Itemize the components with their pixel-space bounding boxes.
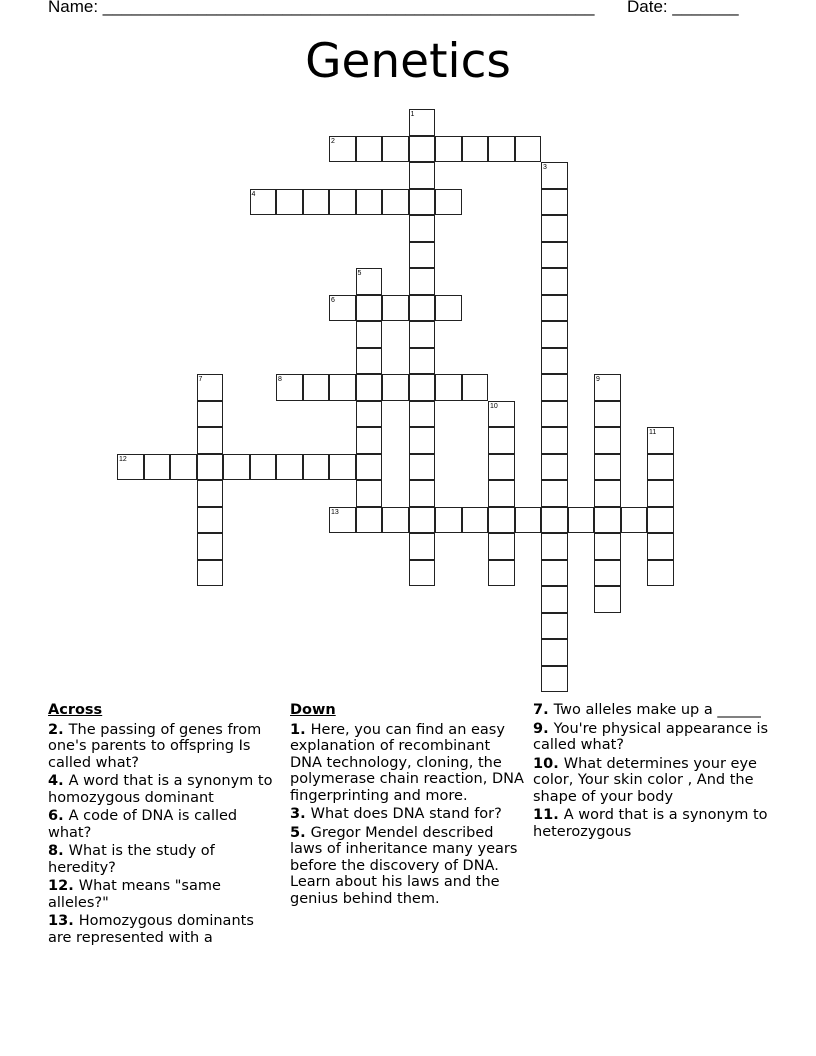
grid-cell[interactable] [488, 401, 515, 428]
clue-text: A code of DNA is called what? [48, 808, 238, 841]
grid-cell[interactable] [409, 295, 436, 322]
clue-down-1 [290, 722, 525, 805]
grid-cell[interactable] [356, 136, 383, 163]
grid-cell[interactable] [409, 507, 436, 534]
cell-number: 11 [649, 429, 657, 436]
clue-dot: . [553, 755, 564, 772]
clue-text: What determines your eye color, Your skin color , And the shape of your body [533, 755, 757, 805]
grid-cell[interactable] [594, 507, 621, 534]
clue-number: 12 [48, 878, 69, 894]
grid-cell[interactable] [276, 454, 303, 481]
cell-number: 6 [331, 296, 335, 304]
clue-across-4 [48, 773, 273, 806]
grid-cell[interactable] [409, 162, 436, 189]
grid-cell[interactable] [541, 586, 568, 613]
clue-text: What does DNA stand for? [310, 806, 502, 822]
grid-cell[interactable] [541, 480, 568, 507]
grid-cell[interactable] [541, 427, 568, 454]
grid-cell[interactable] [462, 507, 489, 534]
grid-cell[interactable] [409, 533, 436, 560]
cell-number: 2 [331, 137, 335, 145]
grid-cell[interactable] [117, 454, 144, 481]
grid-cell[interactable] [594, 586, 621, 613]
clue-text: Here, you can find an easy explanation of recombinant DNA technology, cloning, the polymerase chain reaction, DNA fingerprinting and more. [290, 721, 524, 804]
grid-cell[interactable] [409, 454, 436, 481]
grid-cell[interactable] [647, 480, 674, 507]
grid-cell[interactable] [541, 162, 568, 189]
cell-number: 3 [543, 164, 547, 171]
grid-cell[interactable] [382, 507, 409, 534]
clue-text: You're physical appearance is called what? [533, 720, 769, 753]
grid-cell[interactable] [409, 136, 436, 163]
grid-cell[interactable] [568, 507, 595, 534]
grid-cell[interactable] [541, 295, 568, 322]
clue-number: 4 [48, 773, 59, 789]
clue-text: Gregor Mendel described laws of inheritance many years before the discovery of DNA. Learn about his laws and the genius behind them. [290, 824, 518, 907]
grid-cell[interactable] [488, 480, 515, 507]
clue-number: 13 [48, 913, 69, 929]
grid-cell[interactable] [409, 427, 436, 454]
grid-cell[interactable] [435, 295, 462, 322]
grid-cell[interactable] [541, 215, 568, 242]
grid-cell[interactable] [382, 136, 409, 163]
grid-cell[interactable] [409, 401, 436, 428]
clue-across-12 [48, 878, 273, 911]
grid-cell[interactable] [594, 374, 621, 401]
clue-text: A word that is a synonym to heterozygous [533, 807, 768, 840]
grid-cell[interactable] [356, 189, 383, 216]
grid-cell[interactable] [594, 480, 621, 507]
clue-text: Two alleles make up a ______ [553, 702, 761, 718]
grid-cell[interactable] [488, 454, 515, 481]
clue-dot: . [300, 806, 311, 822]
clue-across-13 [48, 913, 273, 946]
grid-cell[interactable] [488, 507, 515, 534]
grid-cell[interactable] [409, 242, 436, 269]
clue-down-5 [290, 825, 525, 908]
grid-cell[interactable] [409, 348, 436, 375]
grid-cell[interactable] [197, 533, 224, 560]
clue-number: 3 [290, 806, 301, 822]
cell-number: 8 [278, 376, 282, 383]
grid-cell[interactable] [594, 427, 621, 454]
across-heading: Across [48, 702, 103, 718]
grid-cell[interactable] [515, 507, 542, 534]
grid-cell[interactable] [541, 454, 568, 481]
grid-cell[interactable] [409, 321, 436, 348]
grid-cell[interactable] [356, 374, 383, 401]
clue-text: The passing of genes from one's parents to offspring Is called what? [48, 721, 262, 771]
grid-cell[interactable] [594, 533, 621, 560]
cell-number: 10 [490, 402, 498, 410]
across-clues [48, 702, 273, 948]
grid-cell[interactable] [329, 374, 356, 401]
grid-cell[interactable] [541, 533, 568, 560]
grid-cell[interactable] [647, 560, 674, 587]
clue-down-7 [533, 702, 773, 719]
grid-cell[interactable] [541, 507, 568, 534]
grid-cell[interactable] [144, 454, 171, 481]
grid-cell[interactable] [356, 507, 383, 534]
grid-cell[interactable] [356, 454, 383, 481]
grid-cell[interactable] [197, 401, 224, 428]
grid-cell[interactable] [435, 507, 462, 534]
grid-cell[interactable] [435, 136, 462, 163]
grid-cell[interactable] [409, 374, 436, 401]
grid-cell[interactable] [515, 136, 542, 163]
cell-number: 9 [596, 376, 600, 383]
grid-cell[interactable] [382, 189, 409, 216]
grid-cell[interactable] [223, 454, 250, 481]
grid-cell[interactable] [541, 268, 568, 295]
grid-cell[interactable] [541, 560, 568, 587]
grid-cell[interactable] [329, 454, 356, 481]
grid-cell[interactable] [329, 136, 356, 163]
grid-cell[interactable] [541, 189, 568, 216]
grid-cell[interactable] [462, 374, 489, 401]
clue-number: 10 [533, 755, 554, 772]
grid-cell[interactable] [170, 454, 197, 481]
grid-cell[interactable] [647, 427, 674, 454]
grid-cell[interactable] [197, 560, 224, 587]
grid-cell[interactable] [382, 295, 409, 322]
grid-cell[interactable] [356, 348, 383, 375]
grid-cell[interactable] [594, 401, 621, 428]
grid-cell[interactable] [435, 374, 462, 401]
cell-number: 1 [410, 111, 415, 118]
page-title: Genetics [305, 34, 511, 89]
clue-dot: . [553, 807, 564, 823]
clue-across-8 [48, 843, 273, 876]
clue-text: What is the study of heredity? [48, 843, 215, 876]
down-heading: Down [290, 702, 336, 718]
grid-cell[interactable] [488, 136, 515, 163]
grid-cell[interactable] [541, 242, 568, 269]
grid-cell[interactable] [329, 295, 356, 322]
grid-cell[interactable] [409, 215, 436, 242]
clue-number: 2 [48, 721, 59, 738]
grid-cell[interactable] [541, 321, 568, 348]
name-field[interactable]: Name: ____________________________________________________ [48, 0, 595, 16]
clue-across-6 [48, 808, 273, 841]
grid-cell[interactable] [409, 189, 436, 216]
grid-cell[interactable] [276, 189, 303, 216]
clue-text: A word that is a synonym to homozygous dominant [48, 773, 273, 806]
cell-number: 13 [331, 508, 339, 516]
grid-cell[interactable] [303, 189, 330, 216]
clue-dot: . [58, 721, 69, 738]
grid-cell[interactable] [329, 189, 356, 216]
grid-cell[interactable] [488, 427, 515, 454]
down-clues-continued [533, 702, 773, 842]
grid-cell[interactable] [329, 507, 356, 534]
down-clues [290, 702, 525, 909]
grid-cell[interactable] [356, 480, 383, 507]
grid-cell[interactable] [462, 136, 489, 163]
clue-down-3 [290, 806, 525, 823]
grid-cell[interactable] [356, 268, 383, 295]
grid-cell[interactable] [647, 454, 674, 481]
clue-dot: . [300, 721, 311, 738]
clue-number: 7 [533, 702, 544, 718]
grid-cell[interactable] [541, 374, 568, 401]
grid-cell[interactable] [356, 295, 383, 322]
grid-cell[interactable] [250, 454, 277, 481]
clue-down-10 [533, 756, 773, 806]
grid-cell[interactable] [197, 374, 224, 401]
clue-text: Homozygous dominants are represented with a [48, 913, 254, 946]
grid-cell[interactable] [197, 480, 224, 507]
clue-number: 6 [48, 808, 59, 824]
grid-cell[interactable] [409, 268, 436, 295]
clue-number: 5 [290, 824, 301, 841]
cell-number: 7 [198, 376, 203, 383]
grid-cell[interactable] [541, 639, 568, 666]
cell-number: 5 [357, 270, 362, 277]
grid-cell[interactable] [647, 507, 674, 534]
grid-cell[interactable] [197, 454, 224, 481]
grid-cell[interactable] [594, 560, 621, 587]
clue-dot: . [543, 702, 554, 718]
clue-text: What means "same alleles?" [48, 878, 221, 911]
clue-dot: . [68, 913, 79, 929]
grid-cell[interactable] [594, 454, 621, 481]
grid-cell[interactable] [356, 321, 383, 348]
grid-cell[interactable] [621, 507, 648, 534]
grid-cell[interactable] [276, 374, 303, 401]
grid-cell[interactable] [356, 401, 383, 428]
clue-across-2 [48, 722, 273, 772]
grid-cell[interactable] [197, 507, 224, 534]
clue-dot: . [58, 773, 69, 789]
grid-cell[interactable] [409, 560, 436, 587]
date-field[interactable]: Date: _______ [627, 0, 739, 16]
grid-cell[interactable] [250, 189, 277, 216]
clue-dot: . [543, 720, 554, 737]
clue-number: 11 [533, 807, 554, 823]
grid-cell[interactable] [647, 533, 674, 560]
clue-number: 9 [533, 720, 544, 737]
clue-down-11 [533, 807, 773, 840]
grid-cell[interactable] [409, 480, 436, 507]
clue-dot: . [58, 843, 69, 859]
cell-number: 4 [251, 190, 256, 198]
grid-cell[interactable] [197, 427, 224, 454]
grid-cell[interactable] [435, 189, 462, 216]
cell-number: 12 [119, 455, 127, 463]
grid-cell[interactable] [541, 401, 568, 428]
clue-down-9 [533, 721, 773, 754]
clue-number: 1 [290, 721, 301, 738]
grid-cell[interactable] [541, 348, 568, 375]
grid-cell[interactable] [409, 109, 436, 136]
clue-dot: . [68, 878, 79, 894]
grid-cell[interactable] [303, 374, 330, 401]
grid-cell[interactable] [488, 560, 515, 587]
grid-cell[interactable] [541, 613, 568, 640]
grid-cell[interactable] [356, 427, 383, 454]
clue-dot: . [58, 808, 69, 824]
clue-number: 8 [48, 843, 59, 859]
clue-dot: . [300, 824, 311, 841]
grid-cell[interactable] [541, 666, 568, 693]
grid-cell[interactable] [382, 374, 409, 401]
grid-cell[interactable] [488, 533, 515, 560]
grid-cell[interactable] [303, 454, 330, 481]
